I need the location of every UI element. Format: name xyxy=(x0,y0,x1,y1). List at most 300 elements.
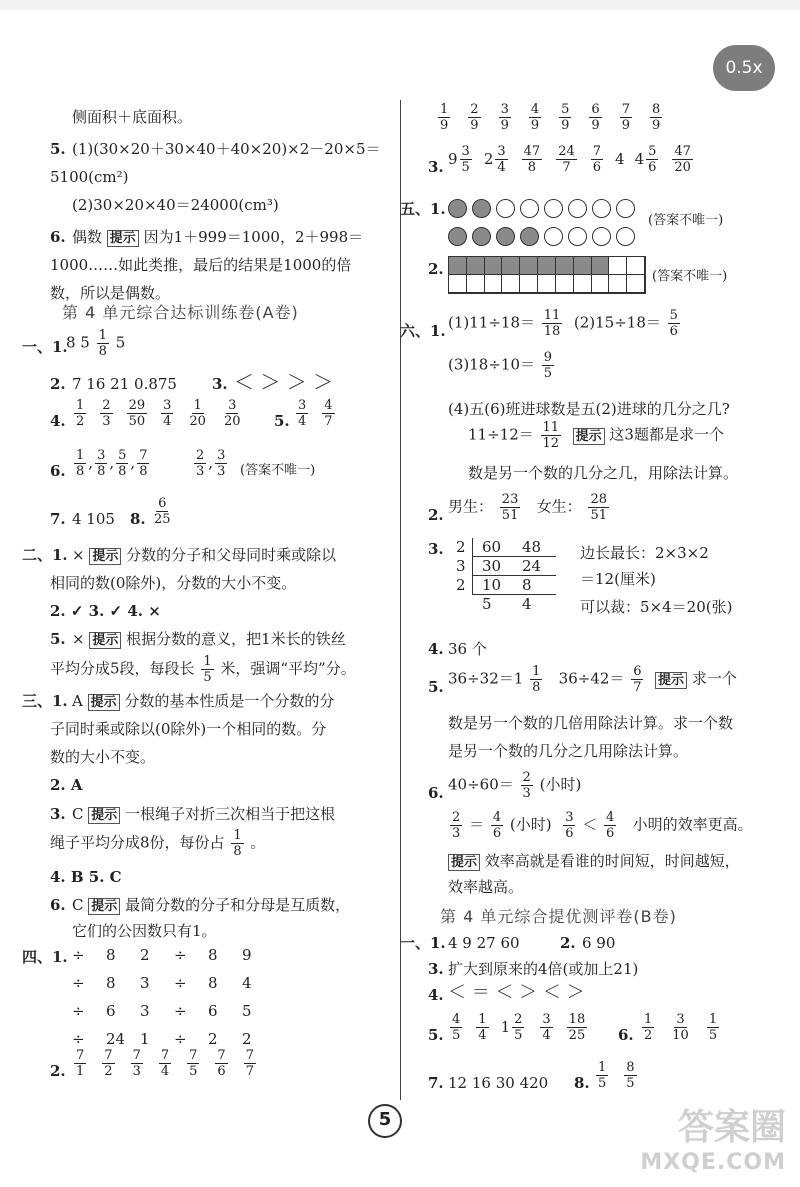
empty-cell xyxy=(592,275,610,293)
denominator: 6 xyxy=(565,826,574,841)
text: ＝ xyxy=(469,815,485,834)
note-text: (答案不唯一) xyxy=(240,463,316,478)
zoom-badge[interactable]: 0.5x xyxy=(713,45,775,91)
denominator: 5 xyxy=(461,160,470,175)
question-number: 5. xyxy=(428,678,444,696)
top-strip xyxy=(0,0,800,10)
answer-line xyxy=(72,544,336,568)
tip-label: 提示 xyxy=(655,672,687,689)
denominator: 9 xyxy=(470,118,479,133)
circle-row xyxy=(448,196,640,218)
fraction xyxy=(559,102,571,133)
numerator: 3 xyxy=(500,102,509,117)
numerator: 5 xyxy=(561,102,570,117)
fraction xyxy=(187,1048,199,1079)
shaded-cell xyxy=(556,257,574,275)
numerator: 11 xyxy=(543,308,561,323)
fraction xyxy=(74,398,86,429)
text-line: (2)30×20×40＝24000(cm³) xyxy=(72,196,279,214)
fraction xyxy=(556,144,577,175)
question-number: 5. xyxy=(274,412,290,430)
answer-text: 4. B 5. C xyxy=(50,868,122,886)
numerator: 1 xyxy=(203,654,212,669)
text-line: 数是另一个数的几倍用除法计算。求一个数 xyxy=(448,714,734,732)
empty-circle xyxy=(568,199,587,218)
numerator: 3 xyxy=(461,144,470,159)
text-line: 它们的公因数只有1。 xyxy=(72,922,217,940)
empty-circle xyxy=(520,199,539,218)
numerator: 2 xyxy=(102,398,111,413)
fraction xyxy=(672,144,693,175)
grid-cell: ÷ xyxy=(174,974,187,992)
numerator: 3 xyxy=(542,1012,551,1027)
fraction xyxy=(591,144,603,175)
fraction xyxy=(460,144,472,175)
question-number: 六、1. xyxy=(400,322,446,340)
grid-cell: ÷ xyxy=(174,1002,187,1020)
question-number: 8. xyxy=(574,1074,590,1092)
question-number: 6. xyxy=(428,784,444,802)
answer-line xyxy=(448,492,611,523)
text: (小时) xyxy=(509,815,552,834)
answer-line xyxy=(468,420,724,451)
division-number: 10 xyxy=(482,576,502,594)
answer-text: 偶数 xyxy=(72,228,103,246)
fraction xyxy=(74,1048,86,1079)
tip-text: 一根绳子对折三次相当于把这根 xyxy=(125,805,336,823)
grid-cell: 6 xyxy=(208,1002,218,1020)
numerator: 18 xyxy=(568,1012,586,1027)
fraction xyxy=(127,398,148,429)
answer-line xyxy=(72,803,335,827)
section-title-b: 第 4 单元综合提优测评卷(B卷) xyxy=(440,907,677,926)
division-number: 2 xyxy=(456,576,466,594)
tip-label: 提示 xyxy=(89,632,121,649)
grid-cell: 2 xyxy=(208,1030,218,1048)
text: 米，强调“平均”分。 xyxy=(220,659,356,678)
grid-cell: 2 xyxy=(242,1030,252,1048)
empty-circle xyxy=(496,199,515,218)
denominator: 9 xyxy=(530,118,540,133)
fraction xyxy=(161,398,173,429)
answer-text: 6 90 xyxy=(582,934,616,952)
numerator: 28 xyxy=(590,492,607,507)
denominator: 4 xyxy=(542,1028,551,1043)
text-line: ＝12(厘米) xyxy=(580,570,656,588)
grid-cell: ÷ xyxy=(174,946,187,964)
mixed-number xyxy=(500,1012,527,1043)
answer-line xyxy=(72,690,334,714)
denominator: 2 xyxy=(104,1064,113,1079)
whole-part: 4 xyxy=(634,149,645,168)
empty-cell xyxy=(449,275,467,293)
fraction xyxy=(74,448,86,479)
fraction-bar xyxy=(448,256,646,294)
numerator: 1 xyxy=(98,328,107,343)
fraction xyxy=(668,308,680,339)
tip-text: 求一个 xyxy=(691,669,737,688)
answer-line xyxy=(448,308,682,339)
text-line: 5100(cm²) xyxy=(50,168,129,186)
answer-text: 扩大到原来的4倍(或加上21) xyxy=(448,960,639,978)
whole-part: 2 xyxy=(483,149,494,168)
fraction xyxy=(102,1048,114,1079)
text: 小明的效率更高。 xyxy=(632,815,753,834)
short-division xyxy=(456,538,556,618)
denominator: 6 xyxy=(492,826,502,841)
answer-text: 5 xyxy=(115,333,126,352)
empty-cell xyxy=(574,275,592,293)
text: 平均分成5段，每段长 xyxy=(50,659,195,678)
text: 绳子平均分成8份，每份占 xyxy=(50,833,225,852)
fraction xyxy=(100,398,112,429)
denominator: 2 xyxy=(76,414,85,429)
question-number: 6. xyxy=(50,462,66,480)
tip-text: 分数的基本性质是一个分数的分 xyxy=(124,692,335,710)
answer-line xyxy=(448,664,737,695)
denominator: 3 xyxy=(522,786,531,801)
text: 40÷60＝ xyxy=(448,775,514,794)
denominator: 8 xyxy=(118,464,127,479)
answer-line xyxy=(448,770,581,801)
numerator: 3 xyxy=(565,810,574,825)
fraction xyxy=(231,828,243,859)
empty-cell xyxy=(627,257,645,275)
whole-part: 9 xyxy=(448,149,458,168)
text: 36÷42＝ xyxy=(558,669,625,688)
answer-line xyxy=(50,828,265,859)
shaded-cell xyxy=(574,257,592,275)
fraction xyxy=(521,770,533,801)
question-number: 6. xyxy=(50,228,66,246)
division-number: 3 xyxy=(456,557,466,575)
fraction xyxy=(604,810,616,841)
fraction-list xyxy=(448,1012,599,1043)
fraction xyxy=(137,448,149,479)
page-number xyxy=(345,1100,425,1140)
answer-text: 4 9 27 60 xyxy=(448,934,520,952)
fraction xyxy=(542,350,554,381)
fraction xyxy=(491,810,503,841)
grid-cell: 5 xyxy=(242,1002,252,1020)
answer-line xyxy=(448,350,556,381)
denominator: 5 xyxy=(598,1076,607,1091)
answer-text: 36 个 xyxy=(448,640,487,658)
denominator: 8 xyxy=(139,464,148,479)
mixed-number xyxy=(670,144,695,175)
denominator: 9 xyxy=(440,118,449,133)
tip-label: 提示 xyxy=(448,854,480,871)
denominator: 51 xyxy=(590,508,607,523)
question-number: 3. xyxy=(428,540,444,558)
empty-cell xyxy=(609,257,627,275)
denominator: 7 xyxy=(562,160,571,175)
shaded-cell xyxy=(502,257,520,275)
tip-label: 提示 xyxy=(88,898,120,915)
empty-circle xyxy=(592,199,611,218)
fraction xyxy=(201,654,213,685)
text-line: 可以裁：5×4＝20(张) xyxy=(580,598,733,616)
numerator: 9 xyxy=(543,350,553,365)
question-number: 2. xyxy=(50,1062,66,1080)
question-number: 5. xyxy=(50,140,66,158)
numerator: 7 xyxy=(217,1048,226,1063)
numerator: 3 xyxy=(497,144,506,159)
numerator: 24 xyxy=(558,144,575,159)
denominator: 6 xyxy=(217,1064,226,1079)
grid-cell: ÷ xyxy=(72,1002,85,1020)
numerator: 1 xyxy=(478,1012,487,1027)
fraction xyxy=(476,1012,488,1043)
empty-cell xyxy=(556,275,574,293)
answer-line xyxy=(72,628,346,652)
answer-line xyxy=(448,810,753,841)
text-line: 数是另一个数的几分之几，用除法计算。 xyxy=(468,464,739,482)
numerator: 3 xyxy=(228,398,237,413)
division-number: 30 xyxy=(482,557,502,575)
note-text: (答案不唯一) xyxy=(648,213,724,228)
denominator: 8 xyxy=(527,160,537,175)
denominator: 20 xyxy=(674,160,691,175)
empty-circle xyxy=(544,227,563,246)
tip-label: 提示 xyxy=(573,428,605,445)
text-line: (4)五(6)班进球数是五(2)进球的几分之几? xyxy=(448,400,730,418)
denominator: 5 xyxy=(626,1076,635,1091)
tip-text: 效率高就是看谁的时间短，时间越短， xyxy=(484,852,740,870)
tip-text: 分数的分子和父母同时乘或除以 xyxy=(126,546,337,564)
denominator: 7 xyxy=(633,680,642,695)
text: 11÷12＝ xyxy=(468,425,534,444)
fraction-list xyxy=(72,448,151,479)
shaded-circle xyxy=(472,227,491,246)
numerator: 3 xyxy=(97,448,106,463)
fraction xyxy=(589,102,601,133)
answer-text: ＜ ＞ ＞ ＞ xyxy=(234,370,334,394)
text: (2)15÷18＝ xyxy=(573,313,661,332)
denominator: 20 xyxy=(189,414,206,429)
text-line: 相同的数(0除外)，分数的大小不变。 xyxy=(50,574,297,592)
fraction xyxy=(450,810,462,841)
fraction xyxy=(642,1012,654,1043)
grid-cell: 3 xyxy=(140,1002,150,1020)
denominator: 9 xyxy=(591,118,600,133)
empty-cell xyxy=(467,275,485,293)
fraction xyxy=(588,492,609,523)
numerator: 3 xyxy=(163,398,172,413)
fraction xyxy=(512,1012,524,1043)
division-number: 2 xyxy=(456,538,466,556)
empty-cell xyxy=(538,275,556,293)
grid-cell: ÷ xyxy=(72,1030,85,1048)
division-number: 5 xyxy=(482,595,492,613)
denominator: 1 xyxy=(76,1064,85,1079)
fraction-list xyxy=(436,102,678,133)
text-line: 边长最长：2×3×2 xyxy=(580,544,709,562)
denominator: 4 xyxy=(478,1028,487,1043)
question-number: 5. xyxy=(50,630,66,648)
shaded-circle xyxy=(472,199,491,218)
denominator: 6 xyxy=(592,160,602,175)
denominator: 50 xyxy=(128,414,146,429)
fraction xyxy=(522,144,543,175)
denominator: 5 xyxy=(452,1028,461,1043)
text: (3)18÷10＝ xyxy=(448,355,535,374)
numerator: 5 xyxy=(669,308,678,323)
fraction xyxy=(670,1012,691,1043)
numerator: 2 xyxy=(452,810,461,825)
denominator: 5 xyxy=(543,366,553,381)
mixed-number xyxy=(554,144,579,175)
mixed-number xyxy=(520,144,545,175)
fraction xyxy=(530,664,542,695)
fraction-list xyxy=(640,1012,733,1043)
numerator: 1 xyxy=(644,1012,653,1027)
question-number: 3. xyxy=(428,158,444,176)
fraction xyxy=(322,398,334,429)
mixed-number xyxy=(615,150,625,168)
text-line: (1)(30×20＋30×40＋40×20)×2－20×5＝ xyxy=(72,140,381,158)
fraction xyxy=(194,448,206,479)
division-number: 24 xyxy=(522,557,542,575)
empty-cell xyxy=(502,275,520,293)
numerator: 5 xyxy=(648,144,657,159)
fraction-list xyxy=(594,1060,651,1091)
numerator: 6 xyxy=(591,102,600,117)
grid-cell: 6 xyxy=(106,1002,116,1020)
fraction xyxy=(631,664,643,695)
text-line: 数，所以是偶数。 xyxy=(50,284,171,302)
tip-label: 提示 xyxy=(88,807,120,824)
fraction xyxy=(116,448,128,479)
fraction xyxy=(567,1012,588,1043)
shaded-circle xyxy=(448,199,467,218)
fraction xyxy=(187,398,208,429)
numerator: 2 xyxy=(196,448,205,463)
division-number: 4 xyxy=(522,595,532,613)
text: (小时) xyxy=(539,775,582,794)
answer-text: × xyxy=(72,546,85,564)
numerator: 1 xyxy=(76,398,85,413)
denominator: 2 xyxy=(644,1028,653,1043)
numerator: 7 xyxy=(189,1048,198,1063)
grid-cell: 1 xyxy=(140,1030,150,1048)
numerator: 8 xyxy=(651,102,661,117)
numerator: 4 xyxy=(492,810,502,825)
text-line: 子同时乘或除以(0除外)一个相同的数。分 xyxy=(50,720,327,738)
fraction-list xyxy=(72,398,254,429)
answer-text: ＜ ＝ ＜ ＞ ＜ ＞ xyxy=(448,982,585,1003)
fraction xyxy=(646,144,658,175)
answer-line xyxy=(72,226,363,250)
shaded-circle xyxy=(448,227,467,246)
denominator: 25 xyxy=(154,512,171,527)
separator: , xyxy=(88,453,94,472)
empty-circle xyxy=(616,227,635,246)
division-bracket xyxy=(472,538,473,595)
fraction xyxy=(540,1012,552,1043)
division-number: 8 xyxy=(522,576,532,594)
fraction xyxy=(296,398,308,429)
fraction xyxy=(499,102,511,133)
text-line: 1000……如此类推，最后的结果是1000的倍 xyxy=(50,256,352,274)
fraction xyxy=(563,810,575,841)
whole-part: 1 xyxy=(500,1017,511,1036)
grid-cell: 4 xyxy=(242,974,252,992)
question-number: 一、1. xyxy=(400,934,446,952)
text: (1)11÷18＝ xyxy=(448,313,535,332)
text: 女生： xyxy=(536,497,582,516)
answer-text: 4 105 xyxy=(72,510,115,528)
watermark xyxy=(586,1099,786,1179)
empty-cell xyxy=(485,275,503,293)
empty-circle xyxy=(592,227,611,246)
denominator: 6 xyxy=(606,826,615,841)
tip-label: 提示 xyxy=(107,230,139,247)
empty-cell xyxy=(627,275,645,293)
page-number-text: 5 xyxy=(368,1104,402,1138)
question-number: 3. xyxy=(428,960,444,978)
answer-line xyxy=(448,850,740,874)
fraction xyxy=(596,1060,608,1091)
answer-line xyxy=(72,894,350,918)
empty-circle xyxy=(616,199,635,218)
question-number: 7. xyxy=(428,1074,444,1092)
whole-part: 4 xyxy=(615,149,625,168)
numerator: 7 xyxy=(592,144,602,159)
numerator: 7 xyxy=(132,1048,141,1063)
watermark-title: 答案圈 xyxy=(677,1107,786,1148)
grid-cell: 8 xyxy=(106,974,116,992)
question-number: 6. xyxy=(50,896,66,914)
denominator: 4 xyxy=(497,160,506,175)
text-line: 是另一个数的几分之几用除法计算。 xyxy=(448,742,689,760)
fraction-list xyxy=(192,448,229,479)
fraction xyxy=(529,102,541,133)
shaded-cell xyxy=(485,257,503,275)
denominator: 18 xyxy=(543,324,561,339)
numerator: 11 xyxy=(542,420,560,435)
question-number: 4. xyxy=(428,986,444,1004)
numerator: 2 xyxy=(470,102,479,117)
mixed-number xyxy=(634,144,661,175)
denominator: 6 xyxy=(669,324,678,339)
numerator: 2 xyxy=(522,770,531,785)
fraction xyxy=(450,1012,462,1043)
denominator: 6 xyxy=(648,160,657,175)
empty-cell xyxy=(609,275,627,293)
text-line: 侧面积＋底面积。 xyxy=(72,108,193,126)
denominator: 3 xyxy=(196,464,205,479)
separator: , xyxy=(130,453,136,472)
tip-text: 这3题都是求一个 xyxy=(609,425,724,444)
tip-label: 提示 xyxy=(88,694,120,711)
mixed-number-list xyxy=(448,144,705,175)
numerator: 1 xyxy=(532,664,541,679)
section-title-a: 第 4 单元综合达标训练卷(A卷) xyxy=(62,303,299,322)
denominator: 51 xyxy=(501,508,519,523)
numerator: 4 xyxy=(530,102,540,117)
denominator: 9 xyxy=(500,118,509,133)
numerator: 29 xyxy=(128,398,146,413)
numerator: 6 xyxy=(633,664,642,679)
note-text: (答案不唯一) xyxy=(652,269,728,284)
numerator: 7 xyxy=(76,1048,85,1063)
denominator: 25 xyxy=(568,1028,586,1043)
numerator: 7 xyxy=(160,1048,170,1063)
denominator: 9 xyxy=(651,118,661,133)
denominator: 9 xyxy=(621,118,630,133)
fraction xyxy=(500,492,521,523)
